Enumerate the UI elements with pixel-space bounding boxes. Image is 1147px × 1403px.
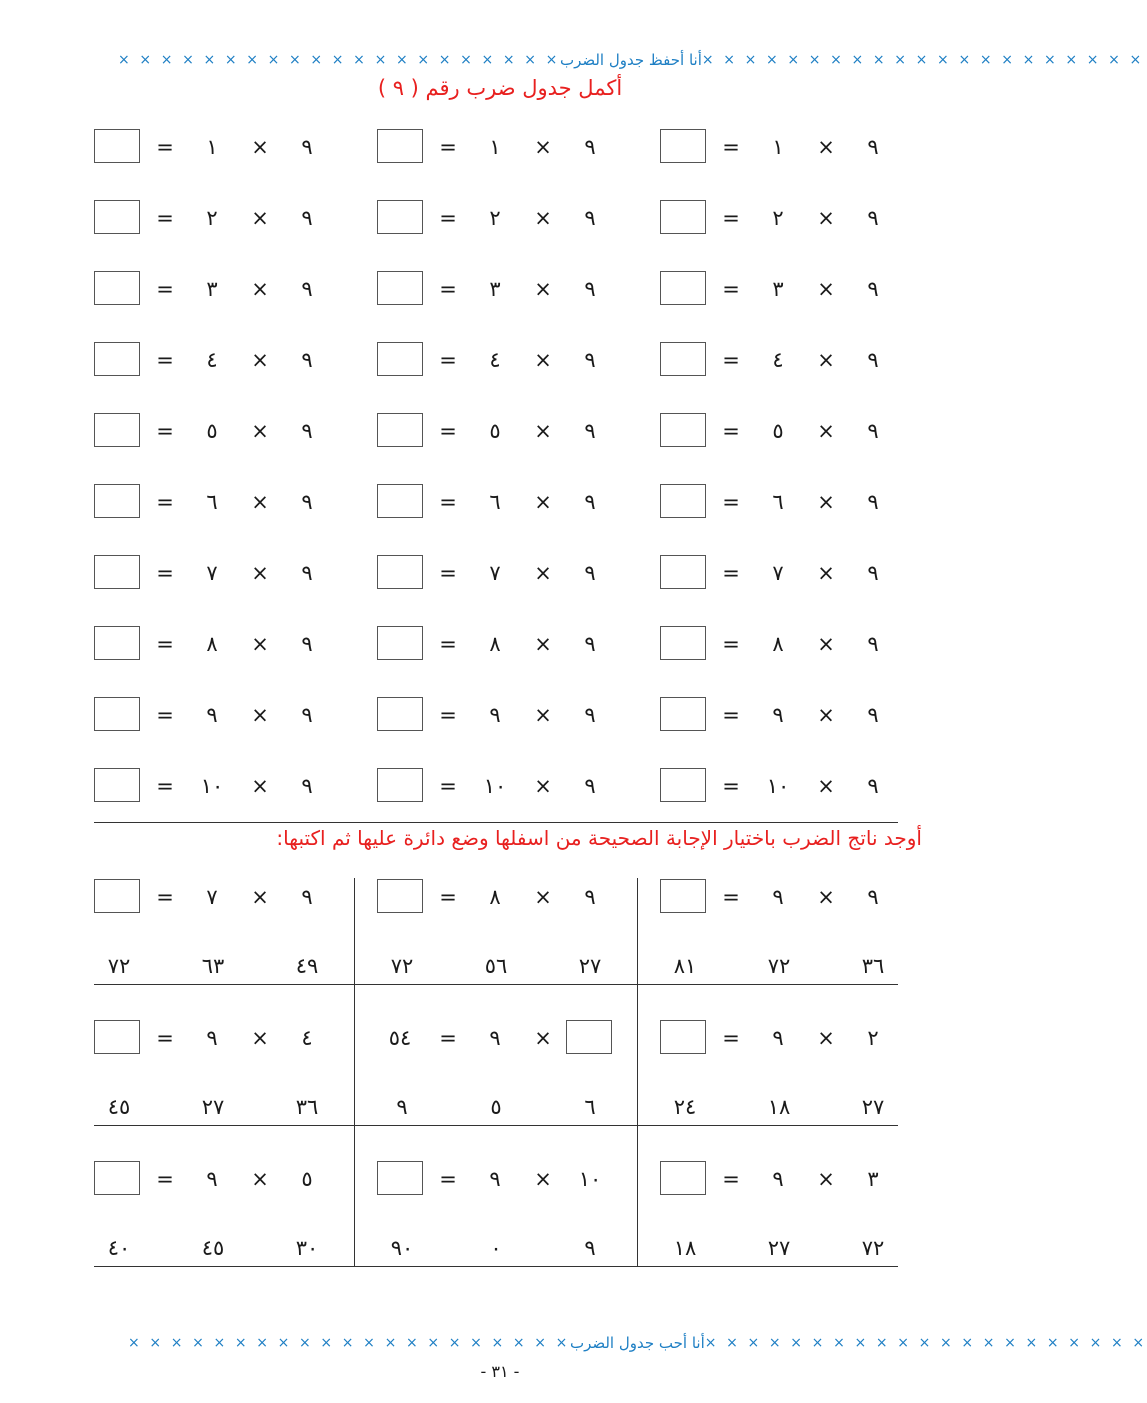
times-sign: ×: [534, 885, 552, 909]
times-sign: ×: [534, 277, 552, 301]
equals-sign: =: [439, 1167, 457, 1191]
operand-a: ٩: [867, 885, 879, 909]
answer-box[interactable]: [660, 200, 706, 234]
table-row: [377, 411, 637, 451]
multiplier-number: ١: [772, 135, 784, 159]
multiplier-number: ٤: [772, 348, 784, 372]
times-sign: ×: [817, 206, 835, 230]
equals-sign: =: [156, 206, 174, 230]
answer-options: [377, 1092, 637, 1122]
answer-box[interactable]: [94, 555, 140, 589]
answer-box[interactable]: [377, 768, 423, 802]
answer-option[interactable]: ٠: [490, 1236, 502, 1260]
operand-b: ٩: [489, 1167, 501, 1191]
answer-box[interactable]: [377, 626, 423, 660]
times-sign: ×: [817, 348, 835, 372]
times-sign: ×: [817, 1167, 835, 1191]
table-row: [94, 269, 354, 309]
answer-option[interactable]: ٤٩: [295, 954, 319, 978]
times-sign: ×: [534, 703, 552, 727]
base-number: ٩: [867, 419, 879, 443]
answer-option[interactable]: ٨١: [673, 954, 697, 978]
table-row: [660, 766, 920, 806]
base-number: ٩: [584, 561, 596, 585]
times-sign: ×: [534, 1026, 552, 1050]
section-divider: [94, 822, 898, 823]
multiplier-number: ٦: [489, 490, 501, 514]
base-number: ٩: [301, 490, 313, 514]
operand-b: ٩: [772, 1167, 784, 1191]
table-row: [94, 340, 354, 380]
answer-option[interactable]: ٢٧: [767, 1236, 791, 1260]
multiplier-number: ٧: [206, 561, 218, 585]
table-row: [660, 482, 920, 522]
table-row: [377, 482, 637, 522]
answer-box[interactable]: [377, 879, 423, 913]
operand-b: ٩: [772, 1026, 784, 1050]
answer-box[interactable]: [94, 271, 140, 305]
times-sign: ×: [534, 348, 552, 372]
times-sign: ×: [251, 632, 269, 656]
times-sign: ×: [251, 703, 269, 727]
table-row: [377, 553, 637, 593]
base-number: ٩: [301, 774, 313, 798]
answer-box[interactable]: [94, 879, 140, 913]
base-number: ٩: [867, 632, 879, 656]
answer-box[interactable]: [660, 768, 706, 802]
answer-box[interactable]: [94, 1020, 140, 1054]
times-sign: ×: [817, 885, 835, 909]
base-number: ٩: [301, 703, 313, 727]
times-sign: ×: [817, 1026, 835, 1050]
table-row: [377, 269, 637, 309]
header-decoration-right: × × × × × × × × × × × × × × × × × × × × ×: [701, 52, 1144, 68]
multiplier-number: ٥: [772, 419, 784, 443]
times-sign: ×: [251, 348, 269, 372]
times-sign: ×: [251, 561, 269, 585]
equals-sign: =: [156, 703, 174, 727]
base-number: ٩: [301, 348, 313, 372]
multiplier-number: ٤: [489, 348, 501, 372]
operand-a: ١٠: [578, 1167, 602, 1191]
multiplier-number: ١٠: [200, 774, 224, 798]
operand-a: ٣: [867, 1167, 879, 1191]
answer-option[interactable]: ٣٦: [861, 954, 885, 978]
problem-equation: [660, 877, 920, 917]
answer-box[interactable]: [94, 484, 140, 518]
times-sign: ×: [251, 1167, 269, 1191]
base-number: ٩: [301, 277, 313, 301]
table-row: [94, 766, 354, 806]
equals-sign: =: [439, 774, 457, 798]
answer-option[interactable]: ٣٦: [295, 1095, 319, 1119]
answer-option[interactable]: ٦٣: [201, 954, 225, 978]
table-row: [377, 766, 637, 806]
answer-box[interactable]: [377, 1161, 423, 1195]
times-sign: ×: [817, 135, 835, 159]
multiplier-number: ٢: [772, 206, 784, 230]
answer-option[interactable]: ٤٥: [201, 1236, 225, 1260]
instruction-text: أوجد ناتج الضرب باختيار الإجابة الصحيحة من اسفلها وضع دائرة عليها ثم اكتبها:: [276, 826, 922, 850]
times-sign: ×: [817, 277, 835, 301]
table-row: [94, 198, 354, 238]
problem-equation: [660, 1018, 920, 1058]
answer-box[interactable]: [377, 484, 423, 518]
table-row: [94, 482, 354, 522]
footer-decoration-left: × × × × × × × × × × × × × × × × × × × × ×: [128, 1335, 570, 1351]
answer-box[interactable]: [94, 200, 140, 234]
operand-a: ٩: [301, 885, 313, 909]
missing-factor-box[interactable]: [566, 1020, 612, 1054]
table-row: [660, 411, 920, 451]
table-row: [660, 624, 920, 664]
table-row: [377, 198, 637, 238]
times-sign: ×: [817, 490, 835, 514]
problem-equation: [377, 1018, 637, 1058]
table-row: [660, 553, 920, 593]
multiplier-number: ٢: [206, 206, 218, 230]
answer-box[interactable]: [377, 413, 423, 447]
equals-sign: =: [722, 561, 740, 585]
answer-box[interactable]: [94, 342, 140, 376]
equals-sign: =: [439, 1026, 457, 1050]
times-sign: ×: [251, 490, 269, 514]
equals-sign: =: [722, 885, 740, 909]
times-sign: ×: [251, 1026, 269, 1050]
operand-b: ٧: [206, 885, 218, 909]
table-row: [377, 127, 637, 167]
answer-box[interactable]: [94, 768, 140, 802]
answer-options: [660, 1092, 920, 1122]
equals-sign: =: [439, 561, 457, 585]
answer-option[interactable]: ٩٠: [390, 1236, 414, 1260]
base-number: ٩: [867, 348, 879, 372]
multiplier-number: ٥: [489, 419, 501, 443]
times-sign: ×: [251, 419, 269, 443]
answer-options: [377, 1233, 637, 1263]
operand-a: ٩: [584, 885, 596, 909]
base-number: ٩: [584, 348, 596, 372]
multiplier-number: ٣: [206, 277, 218, 301]
answer-option[interactable]: ٤٥: [107, 1095, 131, 1119]
answer-box[interactable]: [377, 342, 423, 376]
multiplier-number: ٦: [772, 490, 784, 514]
header-text: أنا أحفظ جدول الضرب: [559, 51, 702, 69]
page-number: - ٣١ -: [480, 1362, 520, 1381]
equals-sign: =: [722, 206, 740, 230]
equals-sign: =: [156, 490, 174, 514]
equals-sign: =: [722, 419, 740, 443]
table-row: [377, 340, 637, 380]
base-number: ٩: [867, 490, 879, 514]
answer-box[interactable]: [660, 879, 706, 913]
answer-box[interactable]: [660, 271, 706, 305]
equals-sign: =: [722, 348, 740, 372]
problem-equation: [660, 1159, 920, 1199]
multiplier-number: ٣: [489, 277, 501, 301]
table-row: [660, 127, 920, 167]
base-number: ٩: [301, 206, 313, 230]
times-sign: ×: [534, 135, 552, 159]
equals-sign: =: [439, 135, 457, 159]
times-sign: ×: [251, 135, 269, 159]
answer-option[interactable]: ٧٢: [390, 954, 414, 978]
base-number: ٩: [584, 703, 596, 727]
equals-sign: =: [722, 490, 740, 514]
times-sign: ×: [534, 561, 552, 585]
answer-options: [660, 951, 920, 981]
times-sign: ×: [817, 561, 835, 585]
answer-box[interactable]: [94, 1161, 140, 1195]
base-number: ٩: [867, 561, 879, 585]
answer-option[interactable]: ٧٢: [767, 954, 791, 978]
answer-option[interactable]: ٩: [584, 1236, 596, 1260]
multiplier-number: ٦: [206, 490, 218, 514]
equals-sign: =: [439, 277, 457, 301]
times-sign: ×: [251, 774, 269, 798]
equals-sign: =: [156, 348, 174, 372]
operand-b: ٩: [206, 1026, 218, 1050]
equals-sign: =: [156, 277, 174, 301]
answer-options: [660, 1233, 920, 1263]
problem-equation: [377, 1159, 637, 1199]
answer-box[interactable]: [377, 697, 423, 731]
answer-option[interactable]: ٢٤: [673, 1095, 697, 1119]
result-number: ٥٤: [388, 1026, 412, 1050]
equals-sign: =: [722, 703, 740, 727]
base-number: ٩: [584, 277, 596, 301]
table-row: [377, 624, 637, 664]
times-sign: ×: [817, 774, 835, 798]
operand-a: ٤: [301, 1026, 313, 1050]
multiplier-number: ٨: [489, 632, 501, 656]
multiplier-number: ٧: [489, 561, 501, 585]
answer-box[interactable]: [660, 1020, 706, 1054]
multiplier-number: ٩: [772, 703, 784, 727]
equals-sign: =: [156, 632, 174, 656]
base-number: ٩: [584, 135, 596, 159]
times-sign: ×: [817, 632, 835, 656]
page-title: أكمل جدول ضرب رقم ( ٩ ): [377, 76, 623, 100]
base-number: ٩: [301, 419, 313, 443]
times-sign: ×: [251, 277, 269, 301]
times-sign: ×: [534, 774, 552, 798]
answer-box[interactable]: [660, 342, 706, 376]
answer-box[interactable]: [377, 129, 423, 163]
answer-options: [94, 951, 354, 981]
multiplier-number: ٩: [206, 703, 218, 727]
operand-b: ٩: [489, 1026, 501, 1050]
equals-sign: =: [156, 885, 174, 909]
table-row: [94, 553, 354, 593]
answer-option[interactable]: ٣٠: [295, 1236, 319, 1260]
multiplier-number: ٢: [489, 206, 501, 230]
base-number: ٩: [301, 632, 313, 656]
grid-line-h2: [94, 1125, 898, 1126]
page-footer: [128, 1331, 1147, 1355]
equals-sign: =: [156, 1167, 174, 1191]
table-row: [660, 198, 920, 238]
table-row: [94, 411, 354, 451]
answer-option[interactable]: ٤٠: [107, 1236, 131, 1260]
answer-box[interactable]: [377, 200, 423, 234]
answer-option[interactable]: ٩: [396, 1095, 408, 1119]
base-number: ٩: [301, 561, 313, 585]
times-sign: ×: [534, 419, 552, 443]
answer-option[interactable]: ٧٢: [861, 1236, 885, 1260]
answer-box[interactable]: [660, 1161, 706, 1195]
answer-box[interactable]: [660, 626, 706, 660]
table-row: [94, 127, 354, 167]
answer-box[interactable]: [94, 413, 140, 447]
problem-equation: [377, 877, 637, 917]
answer-options: [377, 951, 637, 981]
equals-sign: =: [156, 135, 174, 159]
answer-box[interactable]: [94, 697, 140, 731]
answer-option[interactable]: ١٨: [673, 1236, 697, 1260]
answer-box[interactable]: [94, 626, 140, 660]
equals-sign: =: [722, 1026, 740, 1050]
times-sign: ×: [251, 206, 269, 230]
equals-sign: =: [439, 885, 457, 909]
base-number: ٩: [867, 206, 879, 230]
base-number: ٩: [584, 419, 596, 443]
equals-sign: =: [439, 419, 457, 443]
multiplier-number: ٩: [489, 703, 501, 727]
base-number: ٩: [301, 135, 313, 159]
answer-option[interactable]: ١٨: [767, 1095, 791, 1119]
operand-b: ٩: [772, 885, 784, 909]
equals-sign: =: [156, 774, 174, 798]
multiplier-number: ٨: [772, 632, 784, 656]
grid-line-h1: [94, 984, 898, 985]
equals-sign: =: [722, 774, 740, 798]
table-row: [660, 269, 920, 309]
operand-a: ٥: [301, 1167, 313, 1191]
multiplier-number: ٧: [772, 561, 784, 585]
footer-text: أنا أحب جدول الضرب: [569, 1334, 705, 1352]
equals-sign: =: [722, 632, 740, 656]
multiplier-number: ١٠: [766, 774, 790, 798]
equals-sign: =: [439, 703, 457, 727]
times-sign: ×: [534, 632, 552, 656]
footer-decoration-right: × × × × × × × × × × × × × × × × × × × × ×: [704, 1335, 1147, 1351]
multiplier-number: ١٠: [483, 774, 507, 798]
answer-box[interactable]: [377, 555, 423, 589]
multiplier-number: ٨: [206, 632, 218, 656]
base-number: ٩: [867, 703, 879, 727]
base-number: ٩: [584, 632, 596, 656]
grid-line-h3: [94, 1266, 898, 1267]
table-row: [377, 695, 637, 735]
times-sign: ×: [817, 703, 835, 727]
equals-sign: =: [156, 1026, 174, 1050]
base-number: ٩: [867, 774, 879, 798]
multiplier-number: ٣: [772, 277, 784, 301]
problem-equation: [94, 877, 354, 917]
base-number: ٩: [867, 135, 879, 159]
base-number: ٩: [584, 206, 596, 230]
problem-equation: [94, 1018, 354, 1058]
answer-option[interactable]: ٦: [584, 1095, 596, 1119]
answer-box[interactable]: [660, 555, 706, 589]
multiplier-number: ١: [489, 135, 501, 159]
answer-box[interactable]: [94, 129, 140, 163]
times-sign: ×: [534, 1167, 552, 1191]
times-sign: ×: [817, 419, 835, 443]
times-sign: ×: [534, 490, 552, 514]
base-number: ٩: [867, 277, 879, 301]
answer-option[interactable]: ٥: [490, 1095, 502, 1119]
equals-sign: =: [722, 277, 740, 301]
answer-box[interactable]: [660, 697, 706, 731]
answer-box[interactable]: [377, 271, 423, 305]
equals-sign: =: [439, 348, 457, 372]
equals-sign: =: [439, 206, 457, 230]
table-row: [94, 695, 354, 735]
answer-box[interactable]: [660, 129, 706, 163]
grid-line-v2: [637, 878, 638, 1266]
grid-line-v1: [354, 878, 355, 1266]
header-decoration-left: × × × × × × × × × × × × × × × × × × × × ×: [118, 52, 560, 68]
multiplier-number: ١: [206, 135, 218, 159]
equals-sign: =: [439, 490, 457, 514]
base-number: ٩: [584, 774, 596, 798]
answer-options: [94, 1092, 354, 1122]
operand-b: ٨: [489, 885, 501, 909]
table-row: [660, 695, 920, 735]
table-row: [660, 340, 920, 380]
answer-option[interactable]: ٢٧: [578, 954, 602, 978]
equals-sign: =: [156, 419, 174, 443]
answer-option[interactable]: ٢٧: [861, 1095, 885, 1119]
operand-b: ٩: [206, 1167, 218, 1191]
base-number: ٩: [584, 490, 596, 514]
times-sign: ×: [251, 885, 269, 909]
equals-sign: =: [156, 561, 174, 585]
answer-option[interactable]: ٢٧: [201, 1095, 225, 1119]
answer-options: [94, 1233, 354, 1263]
operand-a: ٢: [867, 1026, 879, 1050]
times-sign: ×: [534, 206, 552, 230]
multiplier-number: ٤: [206, 348, 218, 372]
equals-sign: =: [439, 632, 457, 656]
table-row: [94, 624, 354, 664]
equals-sign: =: [722, 1167, 740, 1191]
problem-equation: [94, 1159, 354, 1199]
page-header: [118, 48, 1144, 72]
multiplier-number: ٥: [206, 419, 218, 443]
equals-sign: =: [722, 135, 740, 159]
answer-box[interactable]: [660, 413, 706, 447]
answer-box[interactable]: [660, 484, 706, 518]
answer-option[interactable]: ٥٦: [484, 954, 508, 978]
answer-option[interactable]: ٧٢: [107, 954, 131, 978]
